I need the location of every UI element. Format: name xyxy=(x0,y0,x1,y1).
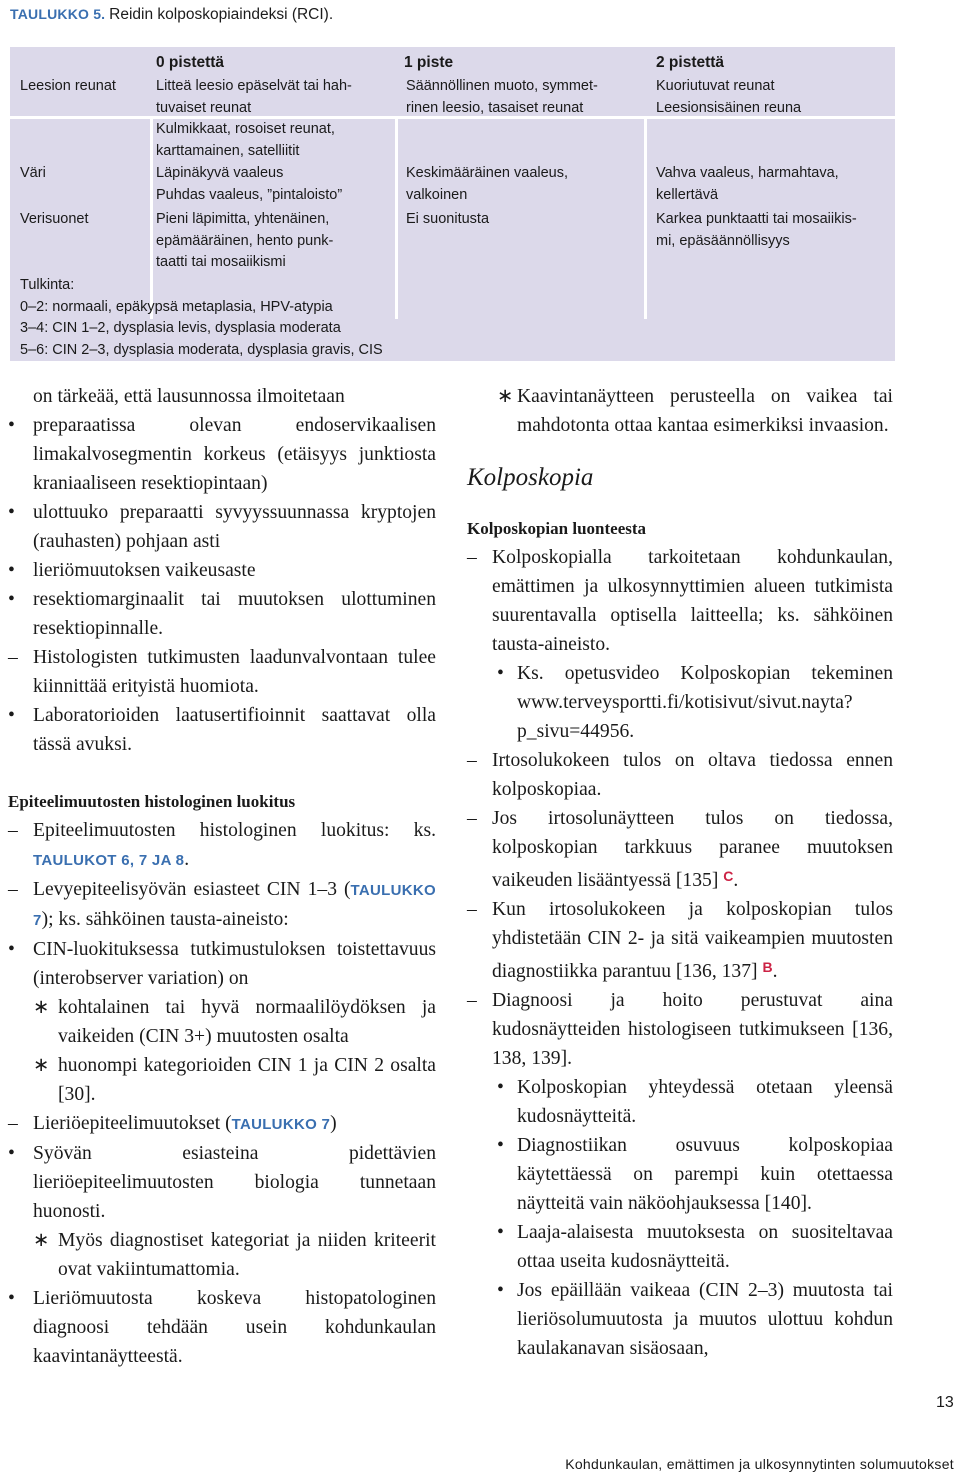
right-column xyxy=(467,382,893,1363)
section-heading: Kolposkopian luonteesta xyxy=(467,519,647,538)
bullet-icon: • xyxy=(8,939,15,960)
asterisk-icon: ∗ xyxy=(497,386,514,407)
list-item: • Laaja-alaisesta muutoksesta on suositeltavaa ottaa useita kudosnäytteitä. xyxy=(467,1218,893,1276)
paragraph: on tärkeää, että lausunnossa ilmoitetaan xyxy=(33,386,345,407)
list-item: ∗ kohtalainen tai hyvä normaalilöydöksen ja vaikeiden (CIN 3+) muutosten osalta xyxy=(8,993,436,1051)
dash-icon: – xyxy=(8,879,18,900)
table-cell: Litteä leesio epäselvät tai hah- tuvaiset reunat Kulmikkaat, rosoiset reunat, karttamainen, satelliitit xyxy=(156,78,352,159)
table-cell: Säännöllinen muoto, symmet- rinen leesio, tasaiset reunat xyxy=(406,78,598,116)
asterisk-icon: ∗ xyxy=(33,997,50,1018)
bullet-icon: • xyxy=(8,502,15,523)
table-cell: Pieni läpimitta, yhtenäinen, epämääräinen, hento punk- taatti tai mosaiikismi xyxy=(156,211,334,270)
dash-icon: – xyxy=(467,899,477,920)
list-item: ∗ huonompi kategorioiden CIN 1 ja CIN 2 osalta [30]. xyxy=(8,1051,436,1109)
table-title: Reidin kolposkopiaindeksi (RCI). xyxy=(109,6,334,23)
evidence-grade-badge: B xyxy=(762,959,773,975)
rci-table xyxy=(10,47,895,361)
table-reference-link[interactable]: TAULUKOT 6, 7 JA 8 xyxy=(33,852,185,869)
row-label: Verisuonet xyxy=(20,211,89,227)
table-caption xyxy=(10,6,333,24)
bullet-icon: • xyxy=(8,560,15,581)
list-item: – Levyepiteelisyövän esiasteet CIN 1–3 (TAULUKKO 7); ks. sähköinen tausta-aineisto: xyxy=(8,875,436,935)
bullet-icon: • xyxy=(497,663,504,684)
table-cell: Läpinäkyvä vaaleus Puhdas vaaleus, ”pintaloisto” xyxy=(156,165,343,203)
list-item: • ulottuuko preparaatti syvyyssuunnassa kryptojen (rauhasten) pohjaan asti xyxy=(8,498,436,556)
table-cell: Keskimääräinen vaaleus, valkoinen xyxy=(406,165,569,203)
list-item: ∗ Myös diagnostiset kategoriat ja niiden kriteerit ovat vakiintumattomia. xyxy=(8,1226,436,1284)
asterisk-icon: ∗ xyxy=(33,1055,50,1076)
section-heading: Epiteelimuutosten histologinen luokitus xyxy=(8,792,296,811)
bullet-icon: • xyxy=(497,1077,504,1098)
interpretation: Tulkinta: 0–2: normaali, epäkypsä metaplasia, HPV-atypia 3–4: CIN 1–2, dysplasia levis, dysplasia moderata 5–6: CIN 2–3, dysplasia moderata, dysplasia gravis, CIS xyxy=(20,277,383,358)
bullet-icon: • xyxy=(8,589,15,610)
table-reference-link[interactable]: TAULUKKO 7 xyxy=(231,1116,331,1133)
list-item: – Diagnoosi ja hoito perustuvat aina kudosnäytteiden histologiseen tutkimukseen [136, 138, 139]. xyxy=(467,986,893,1073)
list-item: • CIN-luokituksessa tutkimustuloksen toistettavuus (interobserver variation) on xyxy=(8,935,436,993)
list-item: – Epiteelimuutosten histologinen luokitus: ks. TAULUKOT 6, 7 JA 8. xyxy=(8,816,436,875)
list-item: • lieriömuutoksen vaikeusaste xyxy=(8,556,436,585)
table-divider xyxy=(395,116,398,319)
dash-icon: – xyxy=(8,1113,18,1134)
table-cell: Kuoriutuvat reunat Leesionsisäinen reuna xyxy=(656,78,802,116)
table-reference-link[interactable]: TAULUKKO 7 xyxy=(33,882,436,929)
left-column xyxy=(8,382,436,1371)
bullet-icon: • xyxy=(8,1143,15,1164)
dash-icon: – xyxy=(467,547,477,568)
list-item: – Irtosolukokeen tulos on oltava tiedossa ennen kolposkopiaa. xyxy=(467,746,893,804)
list-item: • Kolposkopian yhteydessä otetaan yleensä kudosnäytteitä. xyxy=(467,1073,893,1131)
list-item: • Ks. opetusvideo Kolposkopian tekeminen www.terveysportti.fi/kotisivut/sivut.nayta?p_sivu=44956. xyxy=(467,659,893,746)
list-item: – Kolposkopialla tarkoitetaan kohdunkaulan, emättimen ja ulkosynnyttimien alueen tutkimista suurentavalla optisella laitteella; ks. sähköinen tausta-aineisto. xyxy=(467,543,893,659)
dash-icon: – xyxy=(467,750,477,771)
dash-icon: – xyxy=(8,647,18,668)
list-item: • Syövän esiasteina pidettävien lieriöepiteelimuutosten biologia tunnetaan huonosti. xyxy=(8,1139,436,1226)
asterisk-icon: ∗ xyxy=(33,1230,50,1251)
list-item: • resektiomarginaalit tai muutoksen ulottuminen resektiopinnalle. xyxy=(8,585,436,643)
table-cell: Ei suonitusta xyxy=(406,211,490,227)
dash-icon: – xyxy=(467,808,477,829)
list-item: – Jos irtosolunäytteen tulos on tiedossa, kolposkopian tarkkuus paranee muutoksen vaikeuden lisääntyessä [135] $^C$. xyxy=(467,804,893,895)
table-label: TAULUKKO 5. xyxy=(10,6,106,22)
list-item: – Lieriöepiteelimuutokset (TAULUKKO 7) xyxy=(8,1109,436,1139)
section-title: Kolposkopia xyxy=(467,464,594,491)
row-label: Leesion reunat xyxy=(20,78,116,94)
dash-icon: – xyxy=(467,990,477,1011)
table-cell: Karkea punktaatti tai mosaiikis- mi, epäsäännöllisyys xyxy=(656,211,857,249)
list-item: • Jos epäillään vaikeaa (CIN 2–3) muutosta tai lieriösolumuutosta ja muutos ulottuu kohdun kaulakanavan sisäosaan, xyxy=(467,1276,893,1363)
running-footer: Kohdunkaulan, emättimen ja ulkosynnytinten solumuutokset xyxy=(565,1456,954,1472)
bullet-icon: • xyxy=(497,1135,504,1156)
header-0-points: 0 pistettä xyxy=(156,54,225,71)
list-item: – Histologisten tutkimusten laadunvalvontaan tulee kiinnittää erityistä huomiota. xyxy=(8,643,436,701)
page-number: 13 xyxy=(936,1394,954,1411)
list-item: ∗ Kaavintanäytteen perusteella on vaikea tai mahdotonta ottaa kantaa esimerkiksi invaasion. xyxy=(467,382,893,440)
list-item: • Laboratorioiden laatusertifioinnit saattavat olla tässä avuksi. xyxy=(8,701,436,759)
bullet-icon: • xyxy=(8,705,15,726)
header-2-points: 2 pistettä xyxy=(656,54,725,71)
bullet-icon: • xyxy=(8,415,15,436)
table-divider xyxy=(644,116,647,319)
dash-icon: – xyxy=(8,820,18,841)
bullet-icon: • xyxy=(497,1280,504,1301)
table-cell: Vahva vaaleus, harmahtava, kellertävä xyxy=(656,165,839,203)
bullet-icon: • xyxy=(8,1288,15,1309)
list-item: • preparaatissa olevan endoservikaalisen limakalvosegmentin korkeus (etäisyys junktiosta kraniaaliseen resektiopintaan) xyxy=(8,411,436,498)
bullet-icon: • xyxy=(497,1222,504,1243)
list-item: – Kun irtosolukokeen ja kolposkopian tulos yhdistetään CIN 2- ja sitä vaikeampien muutosten diagnostiikka parantuu [136, 137] $^B$. xyxy=(467,895,893,986)
list-item: • Diagnostiikan osuvuus kolposkopiaa käytettäessä on parempi kuin otettaessa näytteitä vain näköohjauksessa [140]. xyxy=(467,1131,893,1218)
evidence-grade-badge: C xyxy=(723,868,734,884)
list-item: • Lieriömuutosta koskeva histopatologinen diagnoosi tehdään usein kohdunkaulan kaavintanäytteestä. xyxy=(8,1284,436,1371)
header-1-point: 1 piste xyxy=(404,54,454,71)
row-label: Väri xyxy=(20,165,46,181)
